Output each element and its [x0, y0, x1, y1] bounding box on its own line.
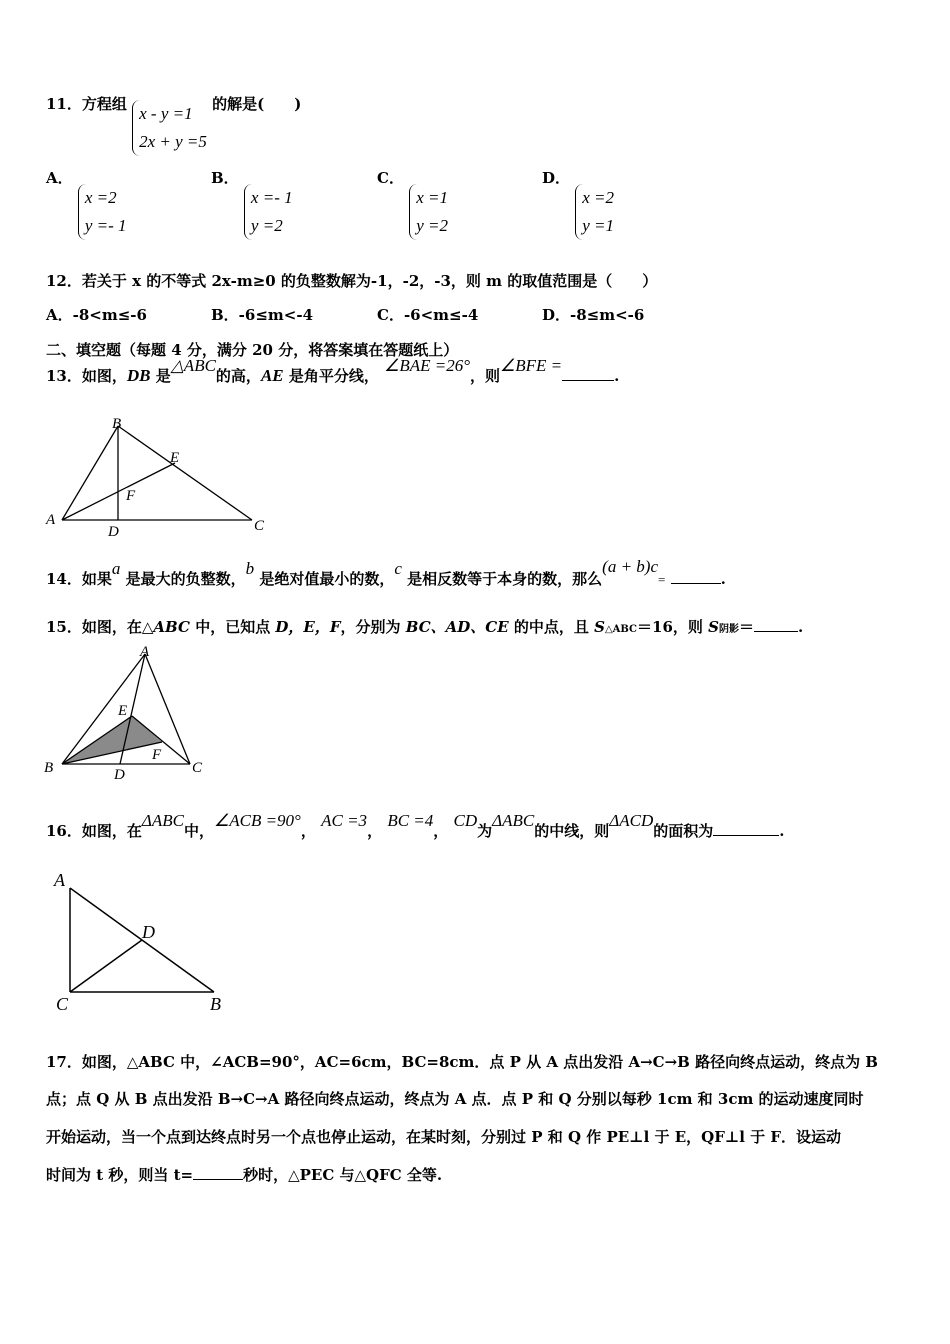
- label-d: D: [108, 524, 119, 540]
- section-2-heading: 二、填空题（每题 4 分，满分 20 分，将答案填在答题纸上）: [46, 341, 459, 359]
- q11-option-b: B． x =- 1 y =2: [211, 184, 293, 240]
- q11-option-d: D． x =2 y =1: [542, 184, 614, 240]
- question-16: 16．如图，在ΔABC中，∠ACB =90°， AC =3， BC =4， CD为ΔABC的中线，则ΔACD的面积为 .: [46, 811, 785, 840]
- q12-option-a: A．-8<m≤-6: [46, 306, 147, 324]
- q16-answer-blank[interactable]: [713, 835, 779, 836]
- segment-bc: [118, 426, 252, 520]
- q12-option-b: B．-6≤m<-4: [211, 306, 314, 324]
- q15-figure: [40, 642, 220, 782]
- q16-figure: [40, 868, 240, 1018]
- segment-cd: [70, 940, 142, 992]
- q11-eq2: 2x + y =5: [139, 132, 207, 151]
- q14-answer-blank[interactable]: [671, 583, 721, 584]
- question-12: 12．若关于 x 的不等式 2x-m≥0 的负整数解为-1，-2，-3，则 m 的取值范围是（ ）: [46, 272, 658, 290]
- label-c: C: [254, 518, 265, 534]
- q11-number: 11．方程组: [46, 95, 127, 113]
- label-c: C: [192, 760, 203, 776]
- q13-figure: [40, 412, 280, 542]
- question-14: 14．如果a 是最大的负整数，b 是绝对值最小的数，c 是相反数等于本身的数，那么(a + b)c= .: [46, 557, 726, 588]
- label-a: A: [46, 512, 56, 528]
- label-f: F: [126, 488, 136, 504]
- q11-option-a: A． x =2 y =- 1: [46, 184, 127, 240]
- q11-option-c: C． x =1 y =2: [377, 184, 448, 240]
- question-15: 15．如图，在△ABC 中，已知点 D，E，F，分别为 BC、AD、CE 的中点，且 S△ABC＝16，则 S阴影＝ .: [46, 618, 804, 636]
- question-13: 13．如图，DB 是△ABC的高，AE 是角平分线， ∠BAE =26°，则∠BFE =.: [46, 356, 620, 385]
- label-e: E: [170, 450, 180, 466]
- label-d: D: [114, 767, 125, 782]
- q11-eq1: x - y =1: [139, 104, 193, 123]
- shaded-triangle: [62, 716, 162, 764]
- question-17-line-1: 17．如图，△ABC 中，∠ACB=90°，AC=6cm，BC=8cm．点 P 从 A 点出发沿 A→C→B 路径向终点运动，终点为 B: [46, 1053, 878, 1071]
- question-17-line-4: 时间为 t 秒，则当 t= 秒时，△PEC 与△QFC 全等.: [46, 1166, 443, 1184]
- q12-option-c: C．-6<m≤-4: [377, 306, 479, 324]
- label-b: B: [112, 416, 122, 432]
- label-b: B: [210, 994, 221, 1014]
- label-a: A: [140, 644, 150, 660]
- q17-answer-blank[interactable]: [193, 1179, 243, 1180]
- q12-option-d: D．-8≤m<-6: [542, 306, 645, 324]
- label-e: E: [118, 703, 128, 719]
- q13-answer-blank[interactable]: [562, 380, 614, 381]
- label-a: A: [54, 870, 65, 890]
- question-17-line-2: 点；点 Q 从 B 点出发沿 B→C→A 路径向终点运动，终点为 A 点．点 P 和 Q 分别以每秒 1cm 和 3cm 的运动速度同时: [46, 1090, 864, 1108]
- label-d: D: [142, 922, 155, 942]
- label-f: F: [152, 747, 162, 763]
- question-17-line-3: 开始运动，当一个点到达终点时另一个点也停止运动，在某时刻，分别过 P 和 Q 作 PE⊥l 于 E，QF⊥l 于 F．设运动: [46, 1128, 842, 1146]
- q15-answer-blank[interactable]: [754, 631, 798, 632]
- q11-system: [132, 100, 207, 156]
- q11-tail: 的解是( ): [212, 95, 302, 113]
- label-b: B: [44, 760, 54, 776]
- question-11: [46, 95, 302, 156]
- label-c: C: [56, 994, 69, 1014]
